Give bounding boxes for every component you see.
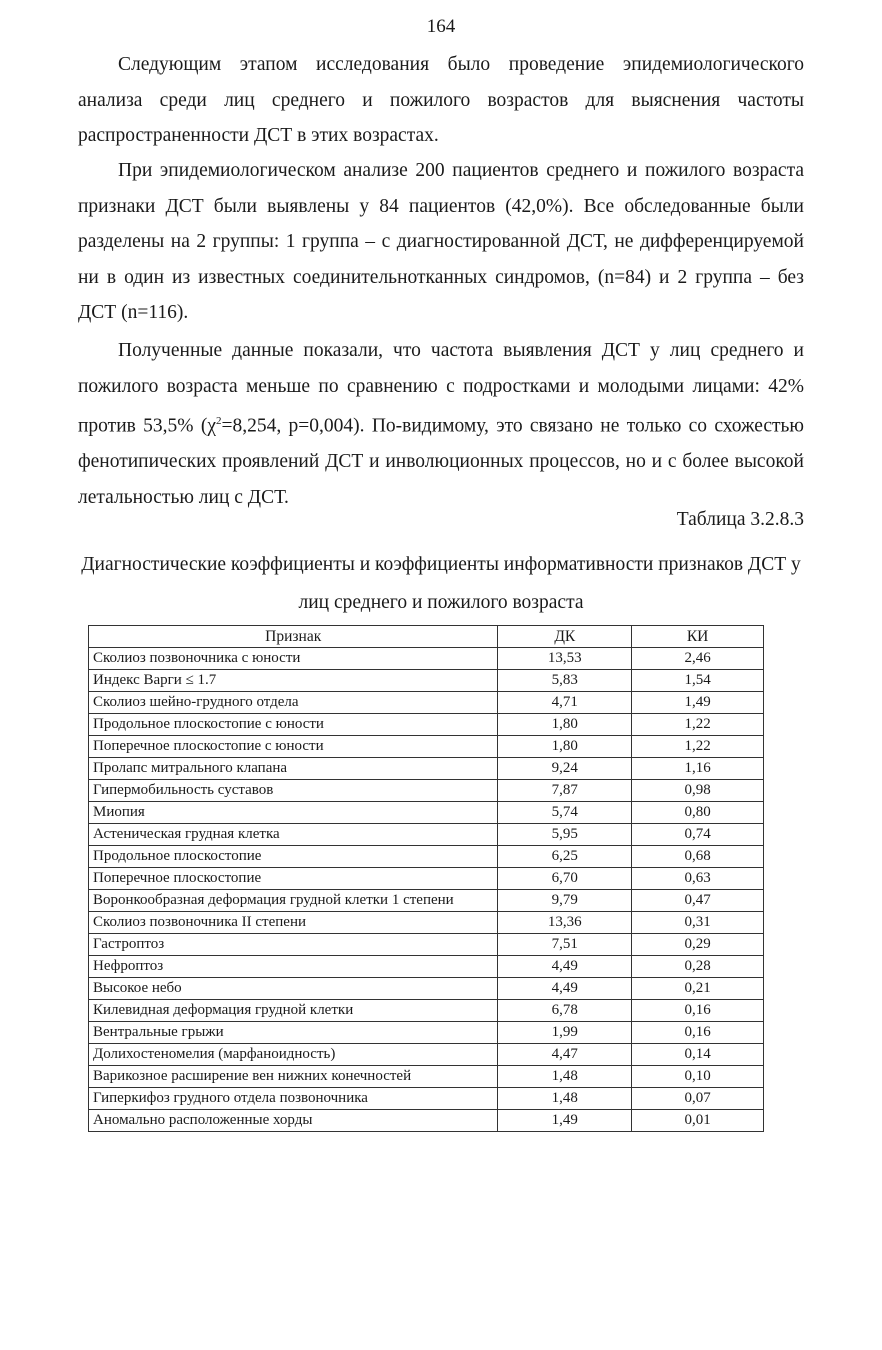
paragraph-1: Следующим этапом исследования было проведение эпидемиологического анализа среди лиц среднего и пожилого возрастов для выяснения частоты распространенности ДСТ в этих возрастах. [78,54,804,146]
cell-feature: Высокое небо [89,978,498,1000]
table-row [89,802,764,824]
cell-ki: 0,80 [632,802,764,824]
cell-ki: 0,21 [632,978,764,1000]
table-row [89,1088,764,1110]
cell-feature: Поперечное плоскостопие с юности [89,736,498,758]
table-row [89,824,764,846]
paragraph-3-text-a: Полученные данные показали, что частота выявления ДСТ у лиц среднего и пожилого возраста меньше по сравнению с подростками и молодыми лицами: 42% против 53,5% (χ [78,340,804,437]
cell-ki: 1,16 [632,758,764,780]
cell-ki: 1,22 [632,714,764,736]
cell-feature: Нефроптоз [89,956,498,978]
cell-dk: 1,80 [498,714,632,736]
table-row [89,648,764,670]
cell-ki: 0,63 [632,868,764,890]
paragraph-2: При эпидемиологическом анализе 200 пациентов среднего и пожилого возраста признаки ДСТ были выявлены у 84 пациентов (42,0%). Все обследованные были разделены на 2 группы: 1 группа – с диагностированной ДСТ, не дифференцируемой ни в один из известных соединительнотканных синдромов, (n=84) и 2 группа – без ДСТ (n=116). [78,160,804,323]
table-row [89,912,764,934]
table-row [89,758,764,780]
cell-ki: 0,98 [632,780,764,802]
table-row [89,934,764,956]
header-dk: ДК [498,626,632,648]
cell-feature: Продольное плоскостопие с юности [89,714,498,736]
table-row [89,692,764,714]
cell-dk: 1,48 [498,1088,632,1110]
cell-dk: 9,24 [498,758,632,780]
cell-feature: Сколиоз позвоночника II степени [89,912,498,934]
cell-feature: Долихостеномелия (марфаноидность) [89,1044,498,1066]
header-ki: КИ [632,626,764,648]
cell-dk: 4,49 [498,956,632,978]
table-row [89,978,764,1000]
cell-ki: 0,16 [632,1000,764,1022]
cell-ki: 0,07 [632,1088,764,1110]
table-row [89,736,764,758]
header-feature: Признак [89,626,498,648]
cell-ki: 0,28 [632,956,764,978]
table-body [89,648,764,1132]
paragraph-3 [78,333,804,515]
chi-square-exponent: 2 [215,415,222,427]
cell-ki: 0,29 [632,934,764,956]
table-label: Таблица 3.2.8.3 [676,509,804,530]
cell-ki: 1,54 [632,670,764,692]
cell-ki: 0,10 [632,1066,764,1088]
cell-dk: 5,83 [498,670,632,692]
cell-feature: Воронкообразная деформация грудной клетки 1 степени [89,890,498,912]
cell-dk: 1,99 [498,1022,632,1044]
cell-ki: 2,46 [632,648,764,670]
cell-feature: Вентральные грыжи [89,1022,498,1044]
coefficients-table [88,625,764,1132]
cell-dk: 7,51 [498,934,632,956]
cell-ki: 0,16 [632,1022,764,1044]
cell-feature: Варикозное расширение вен нижних конечностей [89,1066,498,1088]
cell-feature: Пролапс митрального клапана [89,758,498,780]
table-row [89,868,764,890]
page-number: 164 [426,16,456,37]
cell-dk: 4,47 [498,1044,632,1066]
cell-dk: 6,70 [498,868,632,890]
cell-dk: 1,80 [498,736,632,758]
table-row [89,890,764,912]
table-row [89,1022,764,1044]
cell-dk: 6,25 [498,846,632,868]
cell-ki: 1,22 [632,736,764,758]
table-row [89,1044,764,1066]
table-row [89,1000,764,1022]
cell-feature: Астеническая грудная клетка [89,824,498,846]
table-row [89,780,764,802]
cell-ki: 0,01 [632,1110,764,1132]
cell-dk: 5,95 [498,824,632,846]
cell-feature: Продольное плоскостопие [89,846,498,868]
cell-ki: 0,47 [632,890,764,912]
cell-ki: 0,31 [632,912,764,934]
cell-ki: 0,14 [632,1044,764,1066]
cell-feature: Аномально расположенные хорды [89,1110,498,1132]
table-row [89,714,764,736]
cell-ki: 1,49 [632,692,764,714]
cell-ki: 0,68 [632,846,764,868]
table-row [89,1066,764,1088]
cell-dk: 9,79 [498,890,632,912]
table-row [89,846,764,868]
cell-dk: 4,49 [498,978,632,1000]
cell-feature: Миопия [89,802,498,824]
cell-feature: Сколиоз позвоночника с юности [89,648,498,670]
cell-dk: 13,53 [498,648,632,670]
cell-dk: 7,87 [498,780,632,802]
cell-dk: 5,74 [498,802,632,824]
cell-feature: Гиперкифоз грудного отдела позвоночника [89,1088,498,1110]
paragraph-3-text-b: =8,254, p=0,004). По-видимому, это связано не только со схожестью фенотипических проявлений ДСТ и инволюционных процессов, но и с более высокой летальностью лиц с ДСТ. [78,415,804,508]
cell-dk: 13,36 [498,912,632,934]
cell-feature: Сколиоз шейно-грудного отдела [89,692,498,714]
cell-dk: 1,48 [498,1066,632,1088]
table-row [89,670,764,692]
table-row [89,956,764,978]
cell-dk: 6,78 [498,1000,632,1022]
table-title: Диагностические коэффициенты и коэффициенты информативности признаков ДСТ у лиц среднего и пожилого возраста [81,554,801,613]
cell-feature: Гипермобильность суставов [89,780,498,802]
cell-dk: 4,71 [498,692,632,714]
cell-feature: Килевидная деформация грудной клетки [89,1000,498,1022]
cell-dk: 1,49 [498,1110,632,1132]
table-header-row [89,626,764,648]
cell-feature: Индекс Варги ≤ 1.7 [89,670,498,692]
table-row [89,1110,764,1132]
cell-ki: 0,74 [632,824,764,846]
cell-feature: Гастроптоз [89,934,498,956]
cell-feature: Поперечное плоскостопие [89,868,498,890]
